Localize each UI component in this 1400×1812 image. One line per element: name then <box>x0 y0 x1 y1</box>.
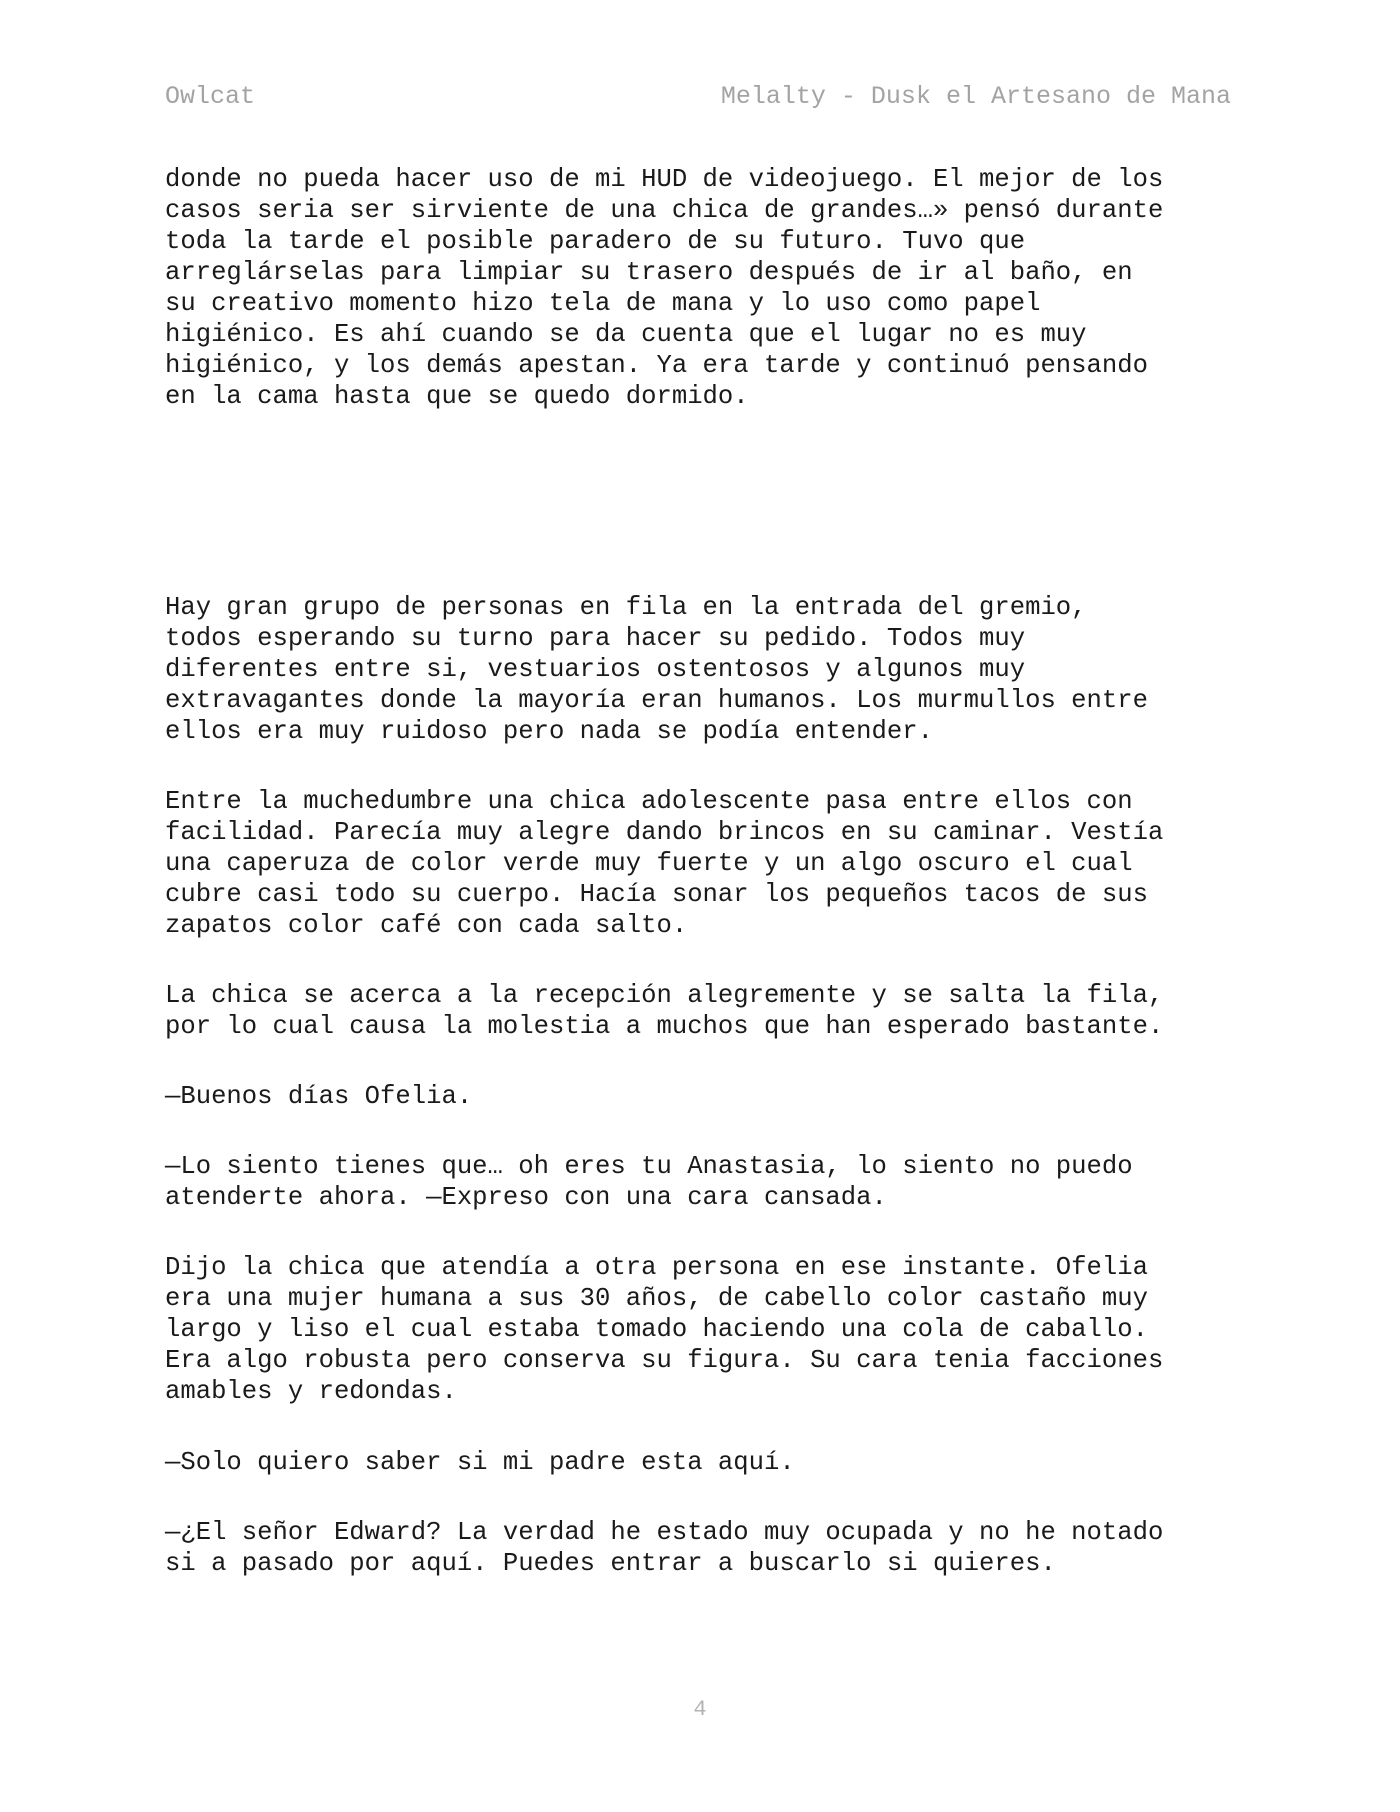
paragraph-2: Hay gran grupo de personas en fila en la entrada del gremio, todos esperando su turno para hacer su pedido. Todos muy diferentes entre si, vestuarios ostentosos y algunos muy extravagantes donde la mayoría eran humanos. Los murmullos entre ellos era muy ruidoso pero nada se podía entender. <box>165 593 1148 746</box>
page-number: 4 <box>693 1697 707 1722</box>
paragraph-1: donde no pueda hacer uso de mi HUD de videojuego. El mejor de los casos seria ser sirviente de una chica de grandes…» pensó durante toda la tarde el posible paradero de su futuro. Tuvo que arreglárselas para limpiar su trasero después de ir al baño, en su creativo momento hizo tela de mana y lo uso como papel higiénico. Es ahí cuando se da cuenta que el lugar no es muy higiénico, y los demás apestan. Ya era tarde y continuó pensando en la cama hasta que se quedo dormido. <box>165 165 1164 411</box>
paragraph-6: —Lo siento tienes que… oh eres tu Anastasia, lo siento no puedo atenderte ahora. —Expreso con una cara cansada. <box>165 1152 1133 1212</box>
paragraph-9: —¿El señor Edward? La verdad he estado muy ocupada y no he notado si a pasado por aquí. Puedes entrar a buscarlo si quieres. <box>165 1518 1164 1578</box>
paragraph-8: —Solo quiero saber si mi padre esta aquí. <box>165 1448 795 1477</box>
page-header <box>165 82 1231 114</box>
paragraph-3: Entre la muchedumbre una chica adolescente pasa entre ellos con facilidad. Parecía muy alegre dando brincos en su caminar. Vestía una caperuza de color verde muy fuerte y un algo oscuro el cual cubre casi todo su cuerpo. Hacía sonar los pequeños tacos de sus zapatos color café con cada salto. <box>165 787 1164 940</box>
header-title: Melalty - Dusk el Artesano de Mana <box>720 82 1231 111</box>
header-author: Owlcat <box>165 82 256 111</box>
paragraph-7: Dijo la chica que atendía a otra persona en ese instante. Ofelia era una mujer humana a sus 30 años, de cabello color castaño muy largo y liso el cual estaba tomado haciendo una cola de caballo. Era algo robusta pero conserva su figura. Su cara tenia facciones amables y redondas. <box>165 1253 1164 1406</box>
paragraph-4: La chica se acerca a la recepción alegremente y se salta la fila, por lo cual causa la molestia a muchos que han esperado bastante. <box>165 981 1164 1041</box>
paragraph-5: —Buenos días Ofelia. <box>165 1082 473 1111</box>
